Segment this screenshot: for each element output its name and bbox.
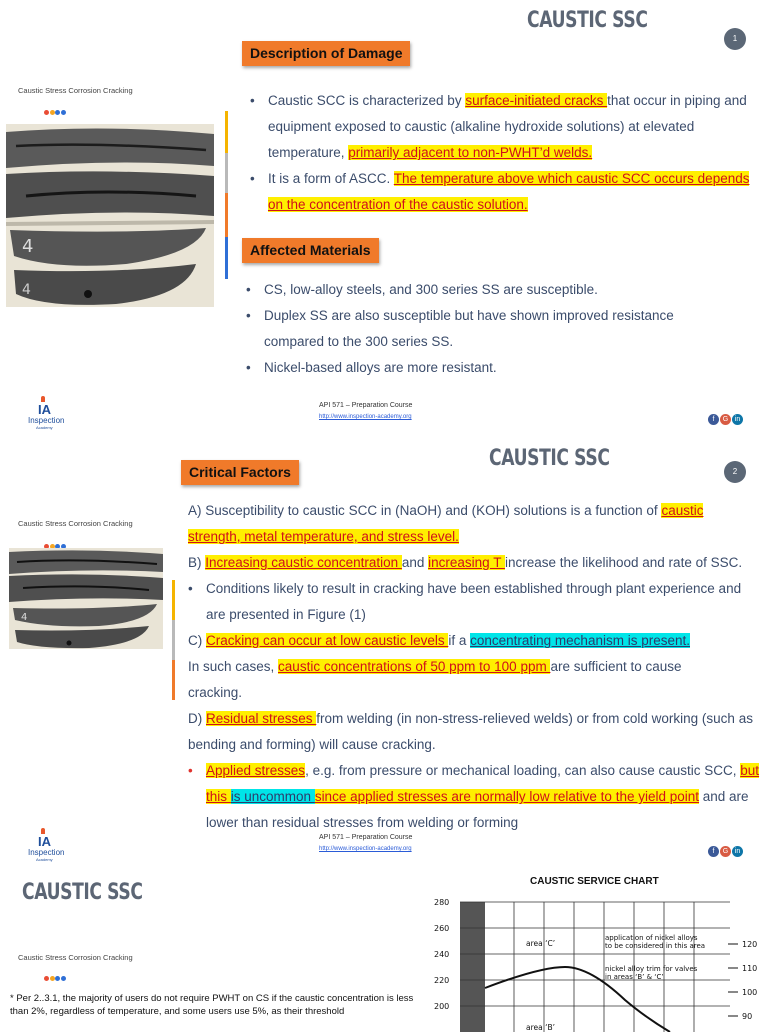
side-label: Caustic Stress Corrosion Cracking xyxy=(18,519,133,528)
inspection-academy-logo xyxy=(28,834,74,862)
text-run: , e.g. from pressure or mechanical loading, can also cause caustic SCC, xyxy=(305,763,741,778)
slide-title: CAUSTIC SSC xyxy=(489,446,610,471)
logo-mark: IA xyxy=(38,834,51,849)
text-run: and are lower than residual stresses from welding or forming xyxy=(206,789,749,830)
slide-title: CAUSTIC SSC xyxy=(527,8,648,33)
slide-footer xyxy=(0,830,768,862)
text-run: Caustic SCC is characterized by xyxy=(268,93,466,108)
svg-text:4: 4 xyxy=(21,612,28,623)
logo-word: Inspection xyxy=(28,848,65,857)
chart-svg xyxy=(430,872,768,1032)
factor-c-cases xyxy=(188,654,728,706)
text-run: In such cases, xyxy=(188,659,279,674)
highlight-run: caustic concentrations of 50 ppm to 100 ppm xyxy=(278,659,551,674)
social-icons xyxy=(708,408,748,422)
text-run: from welding (in non-stress-relieved welds) or from cold working (such as bending and forming) will cause cracking. xyxy=(188,711,753,752)
chart-title: CAUSTIC SERVICE CHART xyxy=(530,876,659,887)
y-tick-label: 220 xyxy=(434,976,450,985)
linkedin-icon[interactable]: in xyxy=(732,414,743,425)
slide-2 xyxy=(0,430,768,828)
accent-bar-orange xyxy=(172,660,175,700)
cracked-pipe-photo xyxy=(9,548,163,649)
highlight-run: Increasing caustic concentration xyxy=(205,555,402,570)
annotation-valve-trim xyxy=(605,965,700,981)
materials-bullets xyxy=(242,277,722,381)
list-item xyxy=(246,88,756,166)
highlight-run: The temperature above which caustic SCC occurs depends on the concentration of the caustic solution. xyxy=(268,171,750,212)
text-run: and xyxy=(401,555,429,570)
dots-decoration xyxy=(44,536,72,542)
highlight-run: Residual stresses xyxy=(206,711,317,726)
cracked-pipe-photo xyxy=(6,124,214,307)
highlight-run: surface-initiated cracks xyxy=(465,93,608,108)
accent-bar-orange xyxy=(225,193,228,237)
section-header-critical-factors: Critical Factors xyxy=(181,460,299,485)
list-item: • Duplex SS are also susceptible but have shown improved resistance compared to the 300 series SS. xyxy=(242,303,722,355)
highlight-run: since applied stresses are normally low relative to the yield point xyxy=(314,789,700,804)
y-tick-label: 200 xyxy=(434,1002,450,1011)
website-link[interactable]: http://www.inspection-academy.org xyxy=(319,846,412,852)
website-link[interactable]: http://www.inspection-academy.org xyxy=(319,414,412,420)
text-run: are sufficient to cause cracking. xyxy=(188,659,682,700)
text-run: if a xyxy=(448,633,471,648)
annotation-area-c: area ‘C’ xyxy=(526,939,556,948)
course-name: API 571 – Preparation Course xyxy=(319,834,413,841)
highlight-run: primarily adjacent to non-PWHT’d welds. xyxy=(348,145,593,160)
slide-3 xyxy=(0,862,768,1032)
factor-a xyxy=(188,498,748,550)
description-bullets xyxy=(246,88,756,218)
accent-bar-grey xyxy=(172,620,175,660)
dots-decoration xyxy=(44,968,72,974)
annotation-area-b: area ‘B’ xyxy=(526,1023,556,1032)
y-right-tick-label: 120 xyxy=(742,940,758,949)
accent-bar-yellow xyxy=(172,580,175,620)
side-label: Caustic Stress Corrosion Cracking xyxy=(18,86,133,95)
svg-text:4: 4 xyxy=(22,236,34,257)
accent-bar-blue xyxy=(225,237,228,279)
list-item: • Conditions likely to result in cracking have been established through plant experience and are presented in Figure (1) xyxy=(184,576,744,628)
section-header-description: Description of Damage xyxy=(242,41,410,66)
highlight-run: increasing T xyxy=(428,555,505,570)
section-header-materials: Affected Materials xyxy=(242,238,379,263)
accent-bar-yellow xyxy=(225,111,228,153)
y-right-tick-label: 100 xyxy=(742,988,758,997)
annotation-line: in areas ‘B’ & ‘C’ xyxy=(605,973,664,981)
factor-c xyxy=(188,628,748,654)
dots-decoration xyxy=(44,102,72,108)
y-tick-label: 260 xyxy=(434,924,450,933)
y-right-tick-label: 90 xyxy=(742,1012,753,1021)
list-item: • Nickel-based alloys are more resistant. xyxy=(242,355,722,381)
factor-d xyxy=(188,706,766,758)
list-item: • CS, low-alloy steels, and 300 series SS are susceptible. xyxy=(242,277,722,303)
facebook-icon[interactable]: f xyxy=(708,846,719,857)
text-run: It is a form of ASCC. xyxy=(268,171,394,186)
logo-sub: Academy xyxy=(36,425,53,430)
y-tick-label: 240 xyxy=(434,950,450,959)
slide-title: CAUSTIC SSC xyxy=(22,880,143,905)
course-name: API 571 – Preparation Course xyxy=(319,402,413,409)
y-right-tick-label: 110 xyxy=(742,964,758,973)
highlight-run: Cracking can occur at low caustic levels xyxy=(206,633,449,648)
accent-bar-grey xyxy=(225,153,228,193)
google-plus-icon[interactable]: G xyxy=(720,414,731,425)
y-ticks-right xyxy=(728,940,757,1021)
caustic-service-chart xyxy=(430,872,768,1032)
inspection-academy-logo xyxy=(28,402,74,430)
chart-left-band xyxy=(460,902,485,1032)
factor-d-bullet xyxy=(184,758,764,836)
page-number-badge: 2 xyxy=(724,461,746,483)
logo-sub: Academy xyxy=(36,857,53,862)
annotation-line: application of nickel alloys xyxy=(605,934,698,942)
text-run: increase the likelihood and rate of SSC. xyxy=(504,555,743,570)
factor-b xyxy=(188,550,768,576)
slide-1 xyxy=(0,0,768,398)
list-item xyxy=(246,166,756,218)
logo-word: Inspection xyxy=(28,416,65,425)
highlight-run: caustic strength, metal temperature, and stress level. xyxy=(188,503,704,544)
list-item xyxy=(184,758,764,836)
logo-mark: IA xyxy=(38,402,51,417)
cyan-highlight-run: concentrating mechanism is present. xyxy=(470,633,690,648)
google-plus-icon[interactable]: G xyxy=(720,846,731,857)
side-label: Caustic Stress Corrosion Cracking xyxy=(18,953,133,962)
cyan-highlight-run: is uncommon xyxy=(230,789,315,804)
highlight-run: but this xyxy=(206,763,760,804)
text-run: C) xyxy=(188,633,206,648)
pwht-note: * Per 2..3.1, the majority of users do not require PWHT on CS if the caustic concentration is less than 2%, regardless of temperature, and some users use 5%, as their threshold xyxy=(10,993,414,1017)
text-run: B) xyxy=(188,555,206,570)
linkedin-icon[interactable]: in xyxy=(732,846,743,857)
svg-text:4: 4 xyxy=(22,282,31,298)
factor-b-bullet xyxy=(184,576,744,628)
annotation-line: to be considered in this area xyxy=(605,942,706,950)
highlight-run: Applied stresses xyxy=(206,763,306,778)
page-number-badge: 1 xyxy=(724,28,746,50)
facebook-icon[interactable]: f xyxy=(708,414,719,425)
slide-footer xyxy=(0,398,768,430)
annotation-line: nickel alloy trim for valves xyxy=(605,965,698,973)
text-run: A) Susceptibility to caustic SCC in (NaOH) and (KOH) solutions is a function of xyxy=(188,503,662,518)
social-icons xyxy=(708,840,748,854)
y-ticks-left xyxy=(434,898,449,1011)
y-tick-label: 280 xyxy=(434,898,450,907)
annotation-nickel-alloys xyxy=(605,934,705,950)
text-run: D) xyxy=(188,711,206,726)
text-run: that occur in piping and equipment exposed to caustic (alkaline hydroxide solutions) at elevated temperature, xyxy=(268,93,747,160)
